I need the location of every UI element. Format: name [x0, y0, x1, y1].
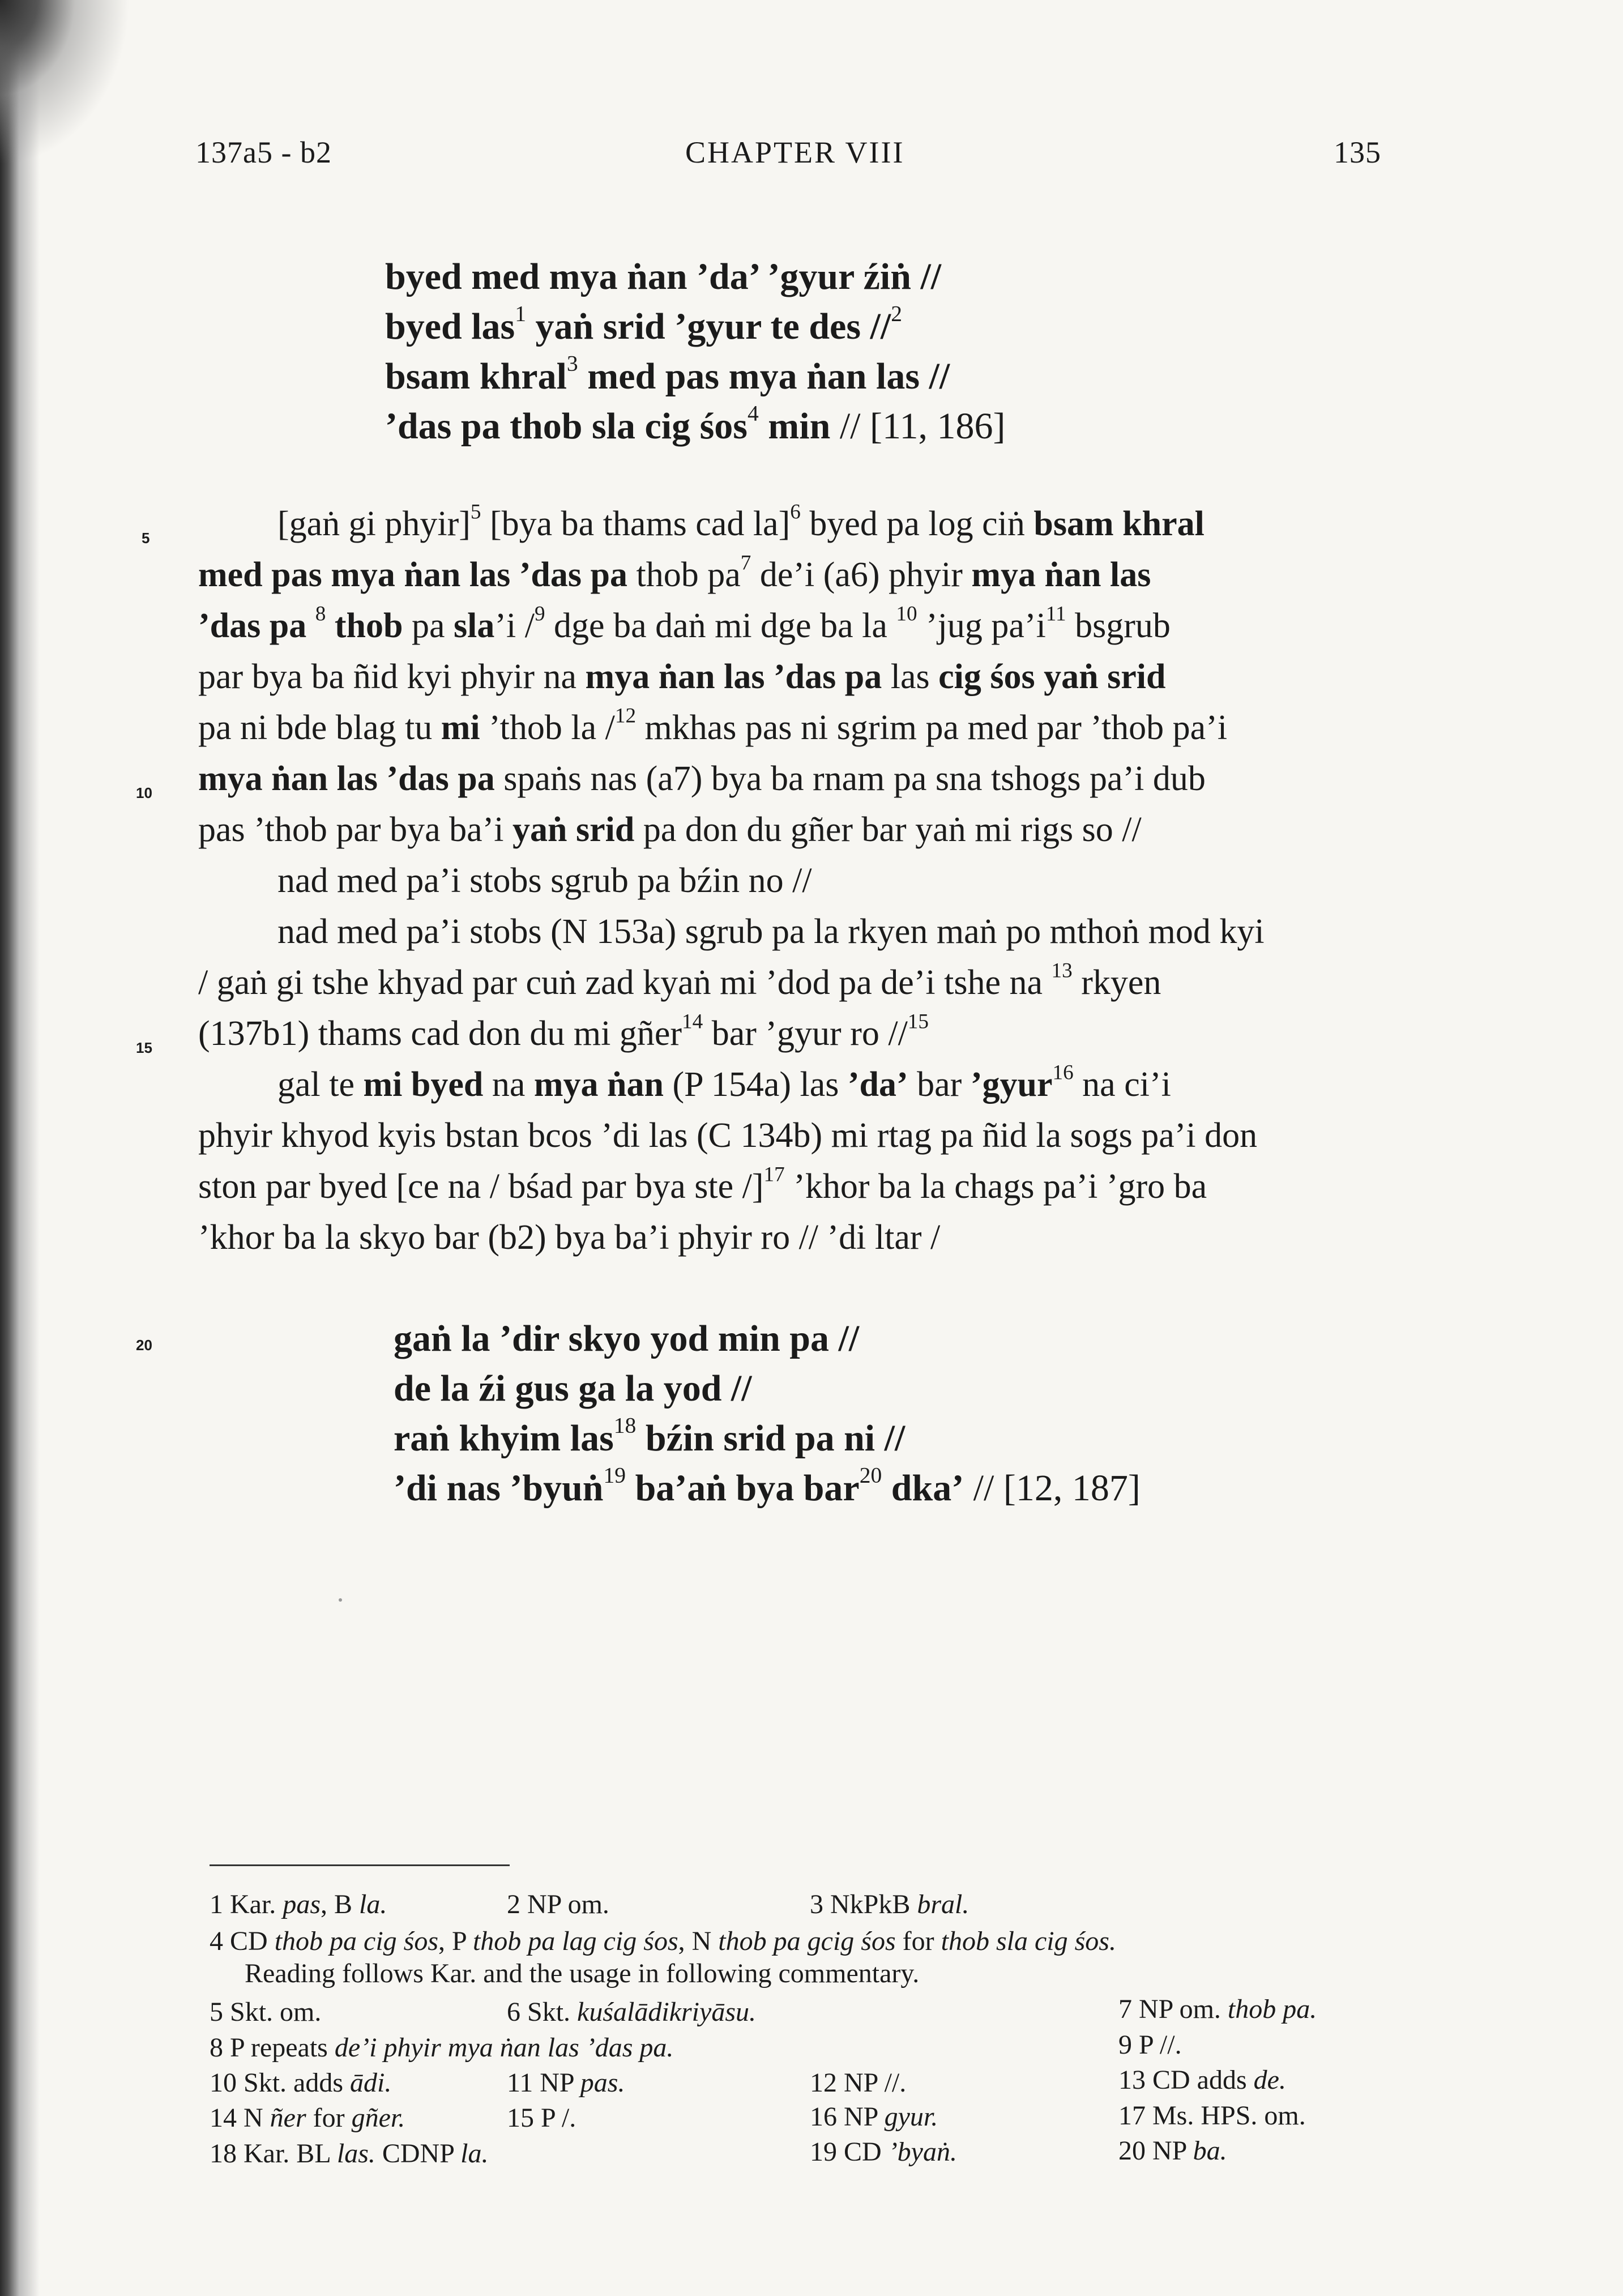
prose-line: [198, 498, 1387, 549]
line-number-20: 20: [136, 1337, 152, 1354]
footnote-9: 9 P //.: [1118, 2030, 1182, 2060]
prose-bold: yaṅ srid: [512, 810, 635, 849]
line-number-15: 15: [136, 1039, 152, 1056]
prose-line: [198, 549, 1387, 600]
line-number-5: 5: [142, 530, 150, 547]
prose-text: pa ni bde blag tu: [198, 709, 441, 747]
prose-text: [bya ba thams cad la]: [481, 505, 791, 543]
footnote-ref: 14: [682, 1010, 703, 1034]
prose-bold: sla: [453, 607, 495, 645]
footnote-19: 19 CD ’byaṅ.: [810, 2137, 957, 2167]
prose-line: [198, 1008, 1387, 1059]
footnote-4: 4 CD thob pa cig śos, P thob pa lag cig śos, N thob pa gcig śos for thob sla cig śos.: [210, 1926, 1116, 1956]
prose-text: spaṅs nas (a7) bya ba rnam pa sna tshogs pa’i dub: [494, 759, 1206, 798]
prose-text: nad med pa’i stobs sgrub pa bźin no //: [277, 861, 812, 900]
verse-text: ’das pa thob sla cig śos: [385, 406, 748, 447]
prose-text: nad med pa’i stobs (N 153a) sgrub pa la rkyen maṅ po mthoṅ mod kyi: [277, 912, 1265, 951]
prose-text: ’thob la /: [480, 709, 615, 747]
verse-text: gaṅ la ’dir skyo yod min pa //: [394, 1318, 860, 1359]
footnote-ref: 5: [470, 500, 481, 524]
prose-line: [198, 1110, 1387, 1161]
verse-text: ba’aṅ bya bar: [626, 1467, 860, 1509]
verse-text: byed las: [385, 306, 515, 347]
verse-line: [385, 402, 1006, 451]
verse-text: bsam khral: [385, 356, 567, 397]
footnote-12: 12 NP //.: [810, 2068, 907, 2098]
verse-text: dka’: [882, 1467, 964, 1509]
verse-text: min: [758, 406, 831, 447]
verse-text: yaṅ srid ’gyur te des //: [526, 306, 891, 347]
verse-line: [385, 352, 1006, 402]
footnote-11: 11 NP pas.: [507, 2068, 625, 2098]
verse-line: [385, 252, 1006, 302]
prose-line: [198, 804, 1387, 855]
prose-text: / gaṅ gi tshe khyad par cuṅ zad kyaṅ mi ’dod pa de’i tshe na: [198, 963, 1052, 1002]
verse-line: [394, 1414, 1141, 1463]
footnote-ref: 2: [891, 301, 902, 326]
footnote-ref: 17: [763, 1163, 785, 1187]
prose-line: [198, 957, 1387, 1008]
prose-text: na: [483, 1065, 534, 1104]
prose-text: (P 154a) las: [664, 1065, 848, 1104]
footnote-14: 14 N ñer for gñer.: [210, 2103, 405, 2133]
footnote-ref: 12: [614, 704, 637, 728]
prose-text: [gaṅ gi phyir]: [277, 505, 471, 543]
prose-text: gal te: [277, 1065, 364, 1104]
prose-text: ’jug pa’i: [917, 607, 1046, 645]
footnote-ref: 3: [566, 351, 578, 376]
prose-bold: mya ṅan las: [971, 556, 1151, 594]
footnote-3: 3 NkPkB bral.: [810, 1889, 969, 1919]
verse-block-2: [394, 1314, 1141, 1513]
footnote-4-continuation: Reading follows Kar. and the usage in following commentary.: [245, 1958, 920, 1988]
prose-bold: thob: [334, 607, 403, 645]
running-head-chapter: CHAPTER VIII: [685, 135, 905, 169]
footnote-ref: 1: [515, 301, 527, 326]
prose-text: phyir khyod kyis bstan bcos ’di las (C 134b) mi rtag pa ñid la sogs pa’i don: [198, 1116, 1258, 1155]
footnote-13: 13 CD adds de.: [1118, 2065, 1286, 2095]
prose-line: [198, 1212, 1387, 1263]
footnote-8: 8 P repeats de’i phyir mya ṅan las ’das pa.: [210, 2033, 674, 2063]
prose-bold: mya ṅan: [533, 1065, 664, 1104]
prose-bold: mi: [441, 709, 480, 747]
footnote-15: 15 P /.: [507, 2103, 576, 2133]
prose-line: [198, 1161, 1387, 1212]
commentary-body: [198, 498, 1387, 1263]
prose-bold: mya ṅan las ’das pa: [198, 759, 495, 798]
page-number: 135: [1334, 135, 1381, 169]
verse-text: bźin srid pa ni //: [636, 1418, 906, 1459]
prose-bold: ’das pa: [198, 607, 307, 645]
prose-text: dge ba daṅ mi dge ba la: [545, 607, 896, 645]
footnote-18: 18 Kar. BL las. CDNP la.: [210, 2139, 489, 2169]
footnote-ref: 10: [896, 602, 917, 626]
prose-bold: mya ṅan las ’das pa: [585, 658, 882, 696]
footnote-ref: 4: [748, 400, 759, 426]
footnote-ref: 16: [1052, 1061, 1074, 1085]
footnote-rule: [210, 1864, 510, 1866]
prose-text: pa: [403, 607, 454, 645]
prose-text: rkyen: [1072, 963, 1161, 1002]
running-head-range: 137a5 - b2: [195, 135, 332, 169]
prose-bold: ’gyur: [970, 1065, 1053, 1104]
verse-text: byed med mya ṅan ’da’ ’gyur źiṅ //: [385, 256, 942, 297]
binding-shadow: [0, 0, 40, 2296]
footnote-10: 10 Skt. adds ādi.: [210, 2068, 392, 2098]
prose-line: [198, 600, 1387, 651]
prose-text: bar: [908, 1065, 971, 1104]
footnote-5: 5 Skt. om.: [210, 1997, 322, 2027]
footnote-ref: 11: [1045, 602, 1066, 626]
prose-bold: ’da’: [847, 1065, 908, 1104]
prose-text: pa don du gñer bar yaṅ mi rigs so //: [634, 810, 1142, 849]
prose-line: [198, 651, 1387, 702]
prose-line: [198, 702, 1387, 753]
prose-bold: bsam khral: [1033, 505, 1205, 543]
prose-text: mkhas pas ni sgrim pa med par ’thob pa’i: [636, 709, 1228, 747]
footnote-ref: 20: [859, 1462, 882, 1488]
prose-bold: med pas mya ṅan las ’das pa: [198, 556, 627, 594]
print-speck: [339, 1598, 342, 1602]
prose-text: par bya ba ñid kyi phyir na: [198, 658, 586, 696]
footnote-20: 20 NP ba.: [1118, 2136, 1227, 2166]
verse-text: ’di nas ’byuṅ: [394, 1467, 604, 1509]
prose-bold: cig śos yaṅ srid: [938, 658, 1166, 696]
verse-line: [394, 1314, 1141, 1364]
footnote-ref: 18: [613, 1412, 637, 1438]
prose-text: ’khor ba la chags pa’i ’gro ba: [784, 1167, 1207, 1206]
corner-smudge: [0, 0, 147, 187]
footnote-ref: 15: [907, 1010, 929, 1034]
prose-line: [198, 855, 1387, 906]
footnote-1: 1 Kar. pas, B la.: [210, 1889, 387, 1919]
prose-text: (137b1) thams cad don du mi gñer: [198, 1014, 682, 1053]
verse-text: med pas mya ṅan las //: [578, 356, 950, 397]
footnote-17: 17 Ms. HPS. om.: [1118, 2101, 1306, 2131]
verse-text: de la źi gus ga la yod //: [394, 1368, 752, 1409]
prose-text: ’khor ba la skyo bar (b2) bya ba’i phyir ro // ’di ltar /: [198, 1218, 941, 1257]
verse-line: [385, 302, 1006, 352]
line-number-10: 10: [136, 784, 152, 801]
prose-bold: mi byed: [363, 1065, 484, 1104]
prose-text: de’i (a6) phyir: [751, 556, 972, 594]
prose-text: ’i /: [494, 607, 535, 645]
prose-text: na ci’i: [1073, 1065, 1171, 1104]
verse-line: [394, 1463, 1141, 1513]
prose-text: bar ’gyur ro //: [703, 1014, 908, 1053]
verse-block-1: [385, 252, 1006, 451]
footnote-7: 7 NP om. thob pa.: [1118, 1994, 1317, 2024]
prose-line: [198, 1059, 1387, 1110]
footnote-ref: 8: [315, 602, 326, 626]
prose-text: ston par byed [ce na / bśad par bya ste /]: [198, 1167, 764, 1206]
footnote-6: 6 Skt. kuśalādikriyāsu.: [507, 1997, 756, 2027]
footnote-ref: 9: [534, 602, 545, 626]
prose-text: las: [882, 658, 939, 696]
verse-citation: // [12, 187]: [964, 1467, 1141, 1509]
footnote-ref: 6: [790, 500, 801, 524]
verse-text: raṅ khyim las: [394, 1418, 614, 1459]
verse-citation: // [11, 186]: [830, 406, 1006, 447]
footnote-ref: 13: [1051, 959, 1073, 983]
footnote-ref: 7: [740, 551, 751, 575]
prose-text: byed pa log ciṅ: [800, 505, 1034, 543]
verse-line: [394, 1364, 1141, 1414]
prose-line: [198, 753, 1387, 804]
footnote-16: 16 NP gyur.: [810, 2102, 938, 2132]
footnote-ref: 19: [603, 1462, 626, 1488]
footnote-2: 2 NP om.: [507, 1889, 609, 1919]
prose-text: pas ’thob par bya ba’i: [198, 810, 512, 849]
prose-text: thob pa: [627, 556, 741, 594]
prose-text: bsgrub: [1066, 607, 1171, 645]
prose-line: [198, 906, 1387, 957]
